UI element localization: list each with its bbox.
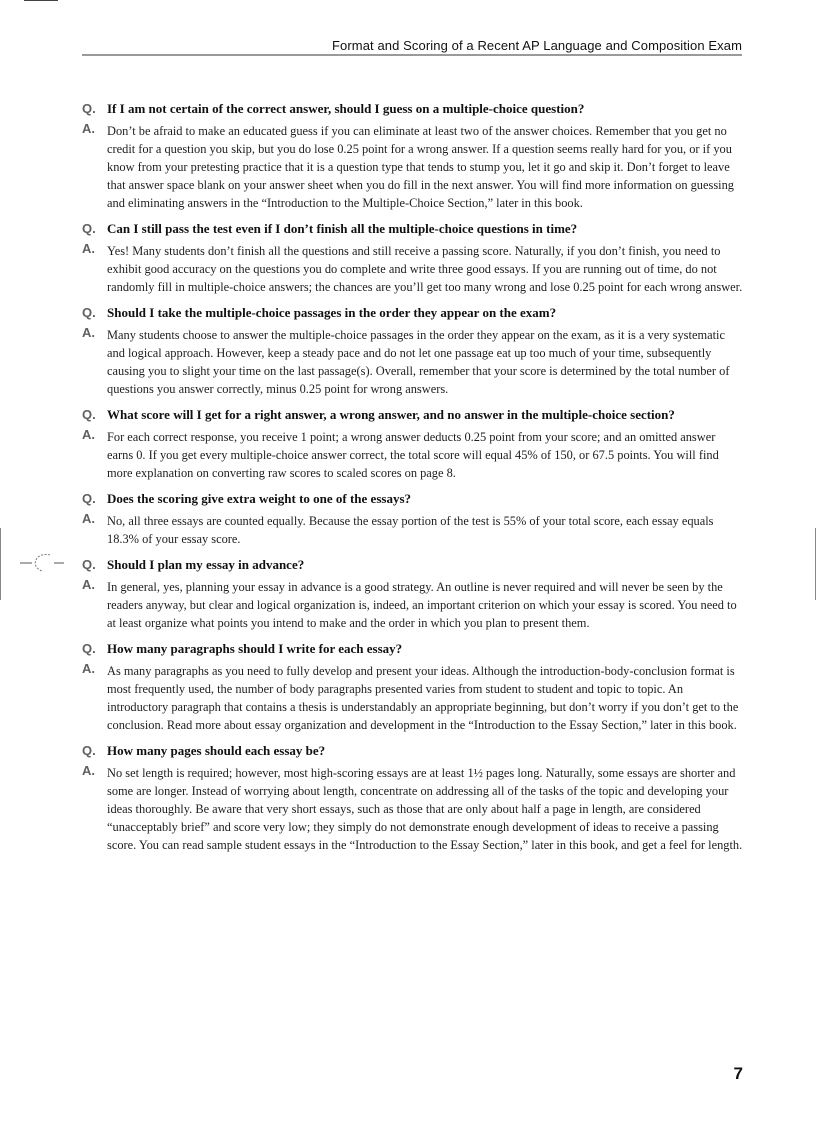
question-text: Should I take the multiple-choice passages in the order they appear on the exam? [107,305,557,320]
question-text: Can I still pass the test even if I don’t finish all the multiple-choice questions in time? [107,221,578,236]
qa-item [82,556,744,632]
qa-item [82,742,744,854]
question-marker: Q. [82,305,96,320]
question-text: Should I plan my essay in advance? [107,557,305,572]
qa-item [82,100,744,212]
answer-marker: A. [82,661,95,676]
answer-marker: A. [82,763,95,778]
answer-marker: A. [82,121,95,136]
question-marker: Q. [82,743,96,758]
question-marker: Q. [82,557,96,572]
question-text: What score will I get for a right answer, a wrong answer, and no answer in the multiple-choice section? [107,407,675,422]
running-header [82,36,742,56]
question-marker: Q. [82,641,96,656]
question-text: Does the scoring give extra weight to one of the essays? [107,491,412,506]
question-marker: Q. [82,491,96,506]
answer-text: For each correct response, you receive 1 point; a wrong answer deducts 0.25 point from your score; and an omitted answer earns 0. If you get every multiple-choice answer correct, the total score will equal 45% of 150, or 67.5 points. You will find more explanation on converting raw scores to scaled scores on page 8. [107,430,719,480]
question-marker: Q. [82,101,96,116]
answer-text: No set length is required; however, most high-scoring essays are at least 1½ pages long. Naturally, some essays are shorter and some are longer. Instead of worrying about length, concentrate on addressing all of the tasks of the topic and developing your ideas thoroughly. Be aware that very short essays, such as those that are only about half a page in length, are considered “unacceptably brief” and score very low; they simply do not demonstrate enough development of ideas to receive a passing score. You can read sample student essays in the “Introduction to the Essay Section,” later in this book, and get a feel for length. [107,766,743,852]
qa-list [82,100,744,862]
qa-item [82,406,744,482]
answer-text: Yes! Many students don’t finish all the questions and still receive a passing score. Naturally, if you don’t finish, you need to exhibit good accuracy on the questions you do complete and write three good essays. If you are running out of time, do not randomly fill in multiple-choice answers; the chances are you’ll get too many wrong and lose 0.25 point for each wrong answer. [107,244,743,294]
header-title: Format and Scoring of a Recent AP Language and Composition Exam [331,38,742,53]
answer-text: Many students choose to answer the multiple-choice passages in the order they appear on the exam, as it is a very systematic and logical approach. However, keep a steady pace and do not let one passage eat up too much of your time, subsequently causing you to slight your time on the last passage(s). Overall, remember that your score is determined by the total number of questions you answer correctly, minus 0.25 point for wrong answers. [107,328,730,396]
answer-marker: A. [82,427,95,442]
answer-marker: A. [82,577,95,592]
answer-text: No, all three essays are counted equally. Because the essay portion of the test is 55% of your total score, each essay equals 18.3% of your essay score. [107,514,714,546]
answer-text: In general, yes, planning your essay in advance is a good strategy. An outline is never required and will never be seen by the readers anyway, but clear and logical organization is, indeed, an important criterion on which your essay is scored. You need to at least organize what points you intend to make and the order in which you plan to present them. [107,580,737,630]
answer-marker: A. [82,325,95,340]
qa-item [82,220,744,296]
question-marker: Q. [82,221,96,236]
page-number: 7 [733,1064,743,1083]
qa-item [82,640,744,734]
qa-item [82,490,744,548]
answer-marker: A. [82,241,95,256]
question-marker: Q. [82,407,96,422]
binding-margin-line-left [0,528,3,600]
answer-text: As many paragraphs as you need to fully develop and present your ideas. Although the introduction-body-conclusion format is most frequently used, the number of body paragraphs presented varies from student to student and topic to topic. An introductory paragraph that contains a thesis is understandably an appropriate beginning, but don’t worry if you don’t get to the conclusion. Read more about essay organization and development in the “Introduction to the Essay Section,” later in this book. [107,664,739,732]
question-text: How many pages should each essay be? [107,743,326,758]
answer-marker: A. [82,511,95,526]
question-text: If I am not certain of the correct answer, should I guess on a multiple-choice question? [107,101,585,116]
answer-text: Don’t be afraid to make an educated guess if you can eliminate at least two of the answer choices. Remember that you get no credit for a question you skip, but you do lose 0.25 point for a wrong answer. If a question seems really hard for you, or if you know from your pretesting practice that it is a question type that tends to stump you, let it go and skip it. Don’t forget to leave that answer space blank on your answer sheet when you do fill in the next answer. You will find more information on guessing and eliminating answers in the “Introduction to the Multiple-Choice Section,” later in this book. [107,124,734,210]
qa-item [82,304,744,398]
question-text: How many paragraphs should I write for each essay? [107,641,403,656]
crop-mark [24,0,58,1]
registration-mark-icon [20,553,64,573]
